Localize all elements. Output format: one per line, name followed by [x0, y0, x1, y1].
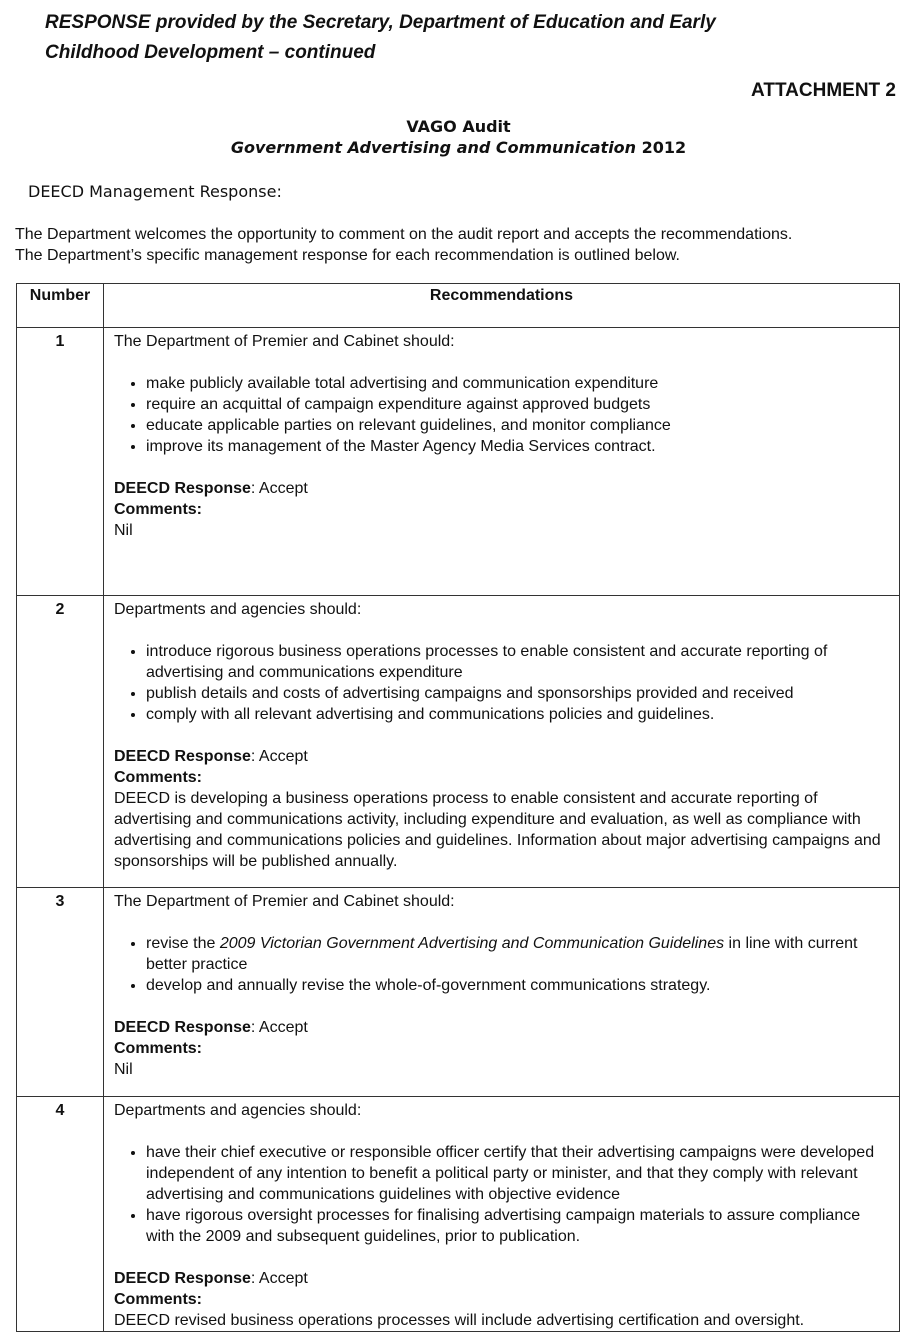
response-label: DEECD Response [114, 748, 251, 765]
list-item: • educate applicable parties on relevant guidelines, and monitor compliance [146, 415, 891, 436]
recommendation-cell [104, 328, 900, 596]
document-title [0, 116, 917, 158]
header-line-2: Childhood Development – continued [45, 42, 376, 63]
management-response-label: DEECD Management Response: [28, 182, 282, 201]
table-header-row [17, 284, 900, 328]
row-number: 1 [17, 328, 104, 596]
recommendation-list [114, 641, 891, 725]
list-item: • improve its management of the Master Agency Media Services contract. [146, 436, 891, 457]
response-value: : Accept [250, 480, 308, 497]
row-number: 4 [17, 1097, 104, 1332]
response-line [114, 1017, 891, 1038]
response-label: DEECD Response [114, 1019, 251, 1036]
list-item [146, 933, 891, 975]
recommendation-lead: The Department of Premier and Cabinet should: [114, 333, 455, 350]
guidelines-title: 2009 Victorian Government Advertising and Communication Guidelines [219, 935, 725, 952]
recommendations-header: Recommendations [104, 284, 900, 328]
list-item: • develop and annually revise the whole-of-government communications strategy. [146, 975, 891, 996]
row-number: 2 [17, 596, 104, 888]
recommendations-table [16, 283, 900, 1332]
comments-label: Comments: [114, 501, 203, 518]
list-item: • have their chief executive or responsible officer certify that their advertising campaigns were developed independent of any intention to benefit a political party or minister, and that they comply with relevant advertising and communications guidelines with objective evidence [146, 1142, 891, 1205]
attachment-label: ATTACHMENT 2 [751, 80, 896, 101]
comments-text: Nil [114, 522, 133, 539]
response-label: DEECD Response [114, 480, 251, 497]
recommendation-list [114, 1142, 891, 1247]
comments-text: DEECD is developing a business operations process to enable consistent and accurate reporting of advertising and communications activity, including expenditure and evaluation, as well as compliance with advertising and communications policies and guidelines. Information about major advertising campaigns and sponsorships will be published annually. [114, 790, 881, 870]
recommendation-lead: Departments and agencies should: [114, 1102, 362, 1119]
response-line [114, 746, 891, 767]
list-item: • comply with all relevant advertising and communications policies and guidelines. [146, 704, 891, 725]
recommendation-list [114, 933, 891, 996]
page-header [45, 8, 865, 68]
table-row [17, 596, 900, 888]
table-row [17, 888, 900, 1097]
table-row [17, 1097, 900, 1332]
header-line-1: RESPONSE provided by the Secretary, Department of Education and Early [45, 12, 716, 33]
number-header: Number [17, 284, 104, 328]
comments-label: Comments: [114, 769, 203, 786]
intro-line-2: The Department’s specific management response for each recommendation is outlined below. [15, 247, 680, 264]
response-value: : Accept [250, 1270, 308, 1287]
list-item: • publish details and costs of advertising campaigns and sponsorships provided and received [146, 683, 891, 704]
list-item: • introduce rigorous business operations processes to enable consistent and accurate reporting of advertising and communications expenditure [146, 641, 891, 683]
comments-text: Nil [114, 1061, 133, 1078]
comments-label: Comments: [114, 1040, 203, 1057]
response-value: : Accept [250, 748, 308, 765]
comments-label: Comments: [114, 1291, 203, 1308]
response-label: DEECD Response [114, 1270, 251, 1287]
bullet-text: revise the [146, 935, 220, 952]
title-line-1: VAGO Audit [406, 117, 511, 136]
recommendation-lead: The Department of Premier and Cabinet should: [114, 893, 455, 910]
intro-line-1: The Department welcomes the opportunity to comment on the audit report and accepts the recommendations. [15, 226, 793, 243]
response-value: : Accept [250, 1019, 308, 1036]
title-line-2 [0, 137, 917, 158]
recommendation-list [114, 373, 891, 457]
recommendation-cell [104, 596, 900, 888]
bullet-text: in line with current better practice [146, 935, 858, 973]
recommendation-cell [104, 1097, 900, 1332]
intro-paragraph [15, 224, 910, 266]
recommendation-lead: Departments and agencies should: [114, 601, 362, 618]
list-item: • require an acquittal of campaign expenditure against approved budgets [146, 394, 891, 415]
title-year: 2012 [641, 138, 687, 157]
list-item: • have rigorous oversight processes for finalising advertising campaign materials to assure compliance with the 2009 and subsequent guidelines, prior to publication. [146, 1205, 891, 1247]
list-item: • make publicly available total advertising and communication expenditure [146, 373, 891, 394]
table-row [17, 328, 900, 596]
comments-text: DEECD revised business operations processes will include advertising certification and oversight. [114, 1312, 805, 1329]
row-number: 3 [17, 888, 104, 1097]
response-line [114, 1268, 891, 1289]
response-line [114, 478, 891, 499]
title-italic: Government Advertising and Communication [230, 138, 637, 157]
recommendation-cell [104, 888, 900, 1097]
